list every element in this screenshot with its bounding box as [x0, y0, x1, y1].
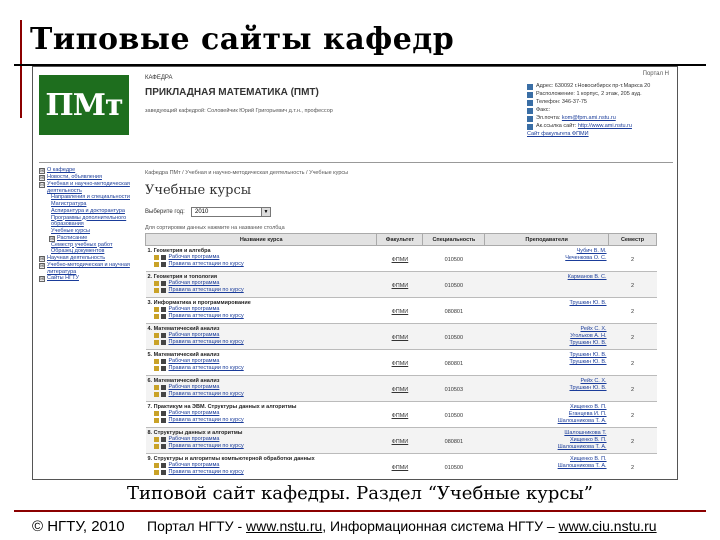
- course-cell: [146, 298, 377, 324]
- semester-value: 2: [609, 272, 657, 298]
- col-specialty[interactable]: Специальность: [423, 234, 485, 246]
- document-icon: [161, 366, 166, 371]
- specialty-code: 010500: [423, 454, 485, 480]
- document-icon: [161, 255, 166, 260]
- sidebar-item-about[interactable]: ⊞ О кафедре: [40, 167, 76, 174]
- sidebar-nav: [39, 167, 137, 282]
- course-name: 1. Геометрия и алгебра: [147, 248, 211, 254]
- teacher-link[interactable]: Трушкин Ю. В.: [569, 339, 607, 346]
- folder-icon: [154, 307, 159, 312]
- teacher-link[interactable]: Рейх С. Х.: [580, 326, 607, 332]
- rules-link[interactable]: Правила аттестации по курсу: [148, 313, 375, 320]
- globe-icon: [527, 124, 533, 130]
- program-link[interactable]: Рабочая программа: [148, 306, 375, 313]
- semester-value: 2: [609, 402, 657, 428]
- email-link[interactable]: kom@fpm.ami.nstu.ru: [561, 115, 616, 121]
- expand-icon[interactable]: ⊞: [50, 235, 55, 242]
- program-link[interactable]: Рабочая программа: [148, 410, 375, 417]
- semester-value: 2: [609, 454, 657, 480]
- slide-caption: Типовой сайт кафедры. Раздел “Учебные курсы”: [127, 483, 593, 504]
- teacher-link[interactable]: Хищенко В. П.: [569, 404, 607, 410]
- teacher-link[interactable]: Трушкин Ю. В.: [569, 352, 607, 358]
- teacher-link[interactable]: Шалошникова Т. А.: [557, 443, 607, 450]
- sidebar-subitem-courses[interactable]: Учебные курсы: [51, 227, 91, 234]
- faculty-link[interactable]: ФПМИ: [377, 402, 423, 428]
- teacher-link[interactable]: Трушкин Ю. В.: [569, 300, 607, 306]
- teachers-cell: [485, 350, 609, 376]
- teachers-cell: [485, 402, 609, 428]
- course-cell: [146, 350, 377, 376]
- teacher-link[interactable]: Трушкин Ю. В.: [569, 358, 607, 365]
- course-name: 7. Практикум на ЭВМ. Структуры данных и алгоритмы: [147, 404, 297, 410]
- course-name: 4. Математический анализ: [147, 326, 220, 332]
- document-icon: [161, 392, 166, 397]
- footer-link-nstu[interactable]: www.nstu.ru: [246, 518, 323, 534]
- table-row: [146, 298, 657, 324]
- program-link[interactable]: Рабочая программа: [148, 358, 375, 365]
- teacher-link[interactable]: Шалошникова Т.: [564, 430, 607, 436]
- course-cell: [146, 376, 377, 402]
- teacher-link[interactable]: Шалошникова Т. А.: [557, 462, 607, 469]
- teacher-link[interactable]: Угольков А. Н.: [570, 332, 607, 339]
- header-divider: [39, 162, 673, 163]
- specialty-code: 010500: [423, 402, 485, 428]
- rules-link[interactable]: Правила аттестации по курсу: [148, 365, 375, 372]
- col-semester[interactable]: Семестр: [609, 234, 657, 246]
- table-header-row: [146, 234, 657, 246]
- table-row: [146, 324, 657, 350]
- document-icon: [161, 333, 166, 338]
- col-teachers[interactable]: Преподаватели: [485, 234, 609, 246]
- chevron-down-icon[interactable]: ▼: [261, 208, 270, 216]
- footer-link-ciu[interactable]: www.ciu.nstu.ru: [558, 518, 657, 534]
- teacher-link[interactable]: Еганцева И. П.: [568, 410, 607, 417]
- sidebar-item-news[interactable]: ⊞ Новости, объявления: [40, 174, 102, 181]
- rules-link[interactable]: Правила аттестации по курсу: [148, 391, 375, 398]
- teacher-link[interactable]: Чеченкова О. С.: [565, 254, 607, 261]
- folder-icon: [154, 340, 159, 345]
- year-value: 2010: [195, 209, 209, 215]
- breadcrumb: Кафедра ПМт / Учебная и научно-методическая деятельность / Учебные курсы: [145, 170, 349, 176]
- sidebar-subitem[interactable]: Образец документов: [51, 248, 105, 255]
- course-name: 2. Геометрия и топология: [147, 274, 218, 280]
- document-icon: [161, 307, 166, 312]
- sidebar-subitem[interactable]: Программы дополнительного образования: [51, 214, 127, 228]
- mail-icon: [527, 116, 533, 122]
- contact-email: Эл.почта: kom@fpm.ami.nstu.ru: [527, 115, 675, 122]
- contact-location: Расположение: 1 корпус, 2 этаж, 205 ауд.: [527, 91, 675, 98]
- folder-icon: [154, 418, 159, 423]
- sidebar-item-sites[interactable]: ⊞ Сайты НГТУ: [40, 275, 79, 283]
- table-row: [146, 454, 657, 480]
- teachers-cell: [485, 454, 609, 480]
- program-link[interactable]: Рабочая программа: [148, 462, 375, 469]
- portal-link[interactable]: Портал Н: [642, 71, 669, 77]
- page-title: Учебные курсы: [145, 183, 252, 198]
- document-icon: [161, 463, 166, 468]
- specialty-code: 080801: [423, 298, 485, 324]
- teacher-link[interactable]: Хищенко В. П.: [569, 456, 607, 462]
- rules-link[interactable]: Правила аттестации по курсу: [148, 443, 375, 450]
- document-icon: [161, 359, 166, 364]
- specialty-code: 010500: [423, 246, 485, 272]
- document-icon: [161, 288, 166, 293]
- teacher-link[interactable]: Шалошникова Т. А.: [557, 417, 607, 424]
- document-icon: [161, 437, 166, 442]
- contact-fax: Факс:: [527, 107, 675, 114]
- contact-phone: Телефон: 346-37-75: [527, 99, 675, 106]
- sidebar-subitem[interactable]: Аспирантура и докторантура: [51, 207, 125, 214]
- site-screenshot: [32, 66, 678, 480]
- document-icon: [161, 262, 166, 267]
- faculty-link[interactable]: ФПМИ: [377, 324, 423, 350]
- program-link[interactable]: Рабочая программа: [148, 254, 375, 261]
- document-icon: [161, 444, 166, 449]
- course-name: 8. Структуры данных и алгоритмы: [147, 430, 243, 436]
- sidebar-subitem[interactable]: Семестр учебных работ: [51, 241, 113, 248]
- folder-icon: [154, 385, 159, 390]
- course-cell: [146, 324, 377, 350]
- year-label: Выберите год:: [145, 209, 185, 215]
- course-cell: [146, 428, 377, 454]
- sidebar-item-literature[interactable]: ⊞ Учебно-методическая и научная литература: [40, 262, 130, 275]
- table-row: [146, 376, 657, 402]
- courses-table: [145, 233, 657, 480]
- teacher-link[interactable]: Карманов В. С.: [567, 274, 607, 280]
- table-row: [146, 428, 657, 454]
- table-row: [146, 272, 657, 298]
- teachers-cell: [485, 246, 609, 272]
- specialty-code: 010503: [423, 376, 485, 402]
- contact-faculty: [527, 131, 675, 137]
- footer-links: Портал НГТУ - www.nstu.ru, Информационная система НГТУ – www.ciu.nstu.ru: [147, 518, 657, 534]
- folder-icon: [154, 366, 159, 371]
- program-link[interactable]: Рабочая программа: [148, 332, 375, 339]
- folder-icon: [154, 392, 159, 397]
- semester-value: 2: [609, 298, 657, 324]
- sidebar-item-science[interactable]: ⊞ Научная деятельность: [40, 255, 106, 263]
- dept-label: КАФЕДРА: [145, 75, 173, 81]
- contact-site: Ак.ссылка сайт: http://www.ami.nstu.ru: [527, 123, 675, 130]
- faculty-link[interactable]: ФПМИ: [377, 428, 423, 454]
- folder-icon: [154, 333, 159, 338]
- folder-icon: [154, 288, 159, 293]
- sort-hint: Для сортировки данных нажмите на название столбца: [145, 225, 285, 231]
- table-body: [146, 246, 657, 480]
- course-cell: [146, 246, 377, 272]
- document-icon: [161, 411, 166, 416]
- slide-title: Типовые сайты кафедр: [30, 22, 455, 57]
- teacher-link[interactable]: Рейх С. Х.: [580, 378, 607, 384]
- course-name: 3. Информатика и программирование: [147, 300, 251, 306]
- faculty-link[interactable]: ФПМИ: [377, 454, 423, 480]
- contact-address: Адрес: 630092 г.Новосибирск пр-т.Маркса 20: [527, 83, 675, 90]
- teachers-cell: [485, 324, 609, 350]
- folder-icon: [154, 463, 159, 468]
- fax-icon: [527, 108, 533, 114]
- folder-icon: [154, 444, 159, 449]
- folder-icon: [154, 255, 159, 260]
- semester-value: 2: [609, 428, 657, 454]
- faculty-link[interactable]: ФПМИ: [377, 350, 423, 376]
- teachers-cell: [485, 428, 609, 454]
- course-name: 6. Математический анализ: [147, 378, 220, 384]
- rules-link[interactable]: Правила аттестации по курсу: [148, 339, 375, 346]
- dept-title: ПРИКЛАДНАЯ МАТЕМАТИКА (ПМТ): [145, 87, 319, 98]
- course-name: 9. Структуры и алгоритмы компьютерной обработки данных: [147, 456, 315, 462]
- faculty-link[interactable]: ФПМИ: [377, 298, 423, 324]
- folder-icon: [154, 470, 159, 475]
- document-icon: [161, 418, 166, 423]
- folder-icon: [154, 437, 159, 442]
- faculty-link[interactable]: ФПМИ: [377, 272, 423, 298]
- collapse-icon[interactable]: ⊟: [40, 182, 45, 188]
- table-row: [146, 402, 657, 428]
- teacher-link[interactable]: Хищенко В. П.: [569, 436, 607, 443]
- course-name: 5. Математический анализ: [147, 352, 220, 358]
- semester-value: 2: [609, 324, 657, 350]
- specialty-code: 080801: [423, 350, 485, 376]
- expand-icon[interactable]: ⊞: [40, 263, 45, 270]
- col-course-name[interactable]: Название курса: [146, 234, 377, 246]
- sidebar-subitem[interactable]: Направления и специальности: [51, 194, 130, 201]
- folder-icon: [154, 411, 159, 416]
- document-icon: [161, 314, 166, 319]
- expand-icon[interactable]: ⊞: [40, 276, 45, 283]
- document-icon: [161, 281, 166, 286]
- dept-head: заведующий кафедрой: Соловейчик Юрий Григорьевич д.т.н., профессор: [145, 108, 333, 114]
- rules-link[interactable]: Правила аттестации по курсу: [148, 469, 375, 476]
- folder-icon: [154, 314, 159, 319]
- teacher-link[interactable]: Чубич В. М.: [576, 248, 607, 254]
- faculty-link[interactable]: ФПМИ: [377, 376, 423, 402]
- expand-icon[interactable]: ⊞: [40, 168, 45, 174]
- expand-icon[interactable]: ⊞: [40, 175, 45, 181]
- sidebar-item-education[interactable]: ⊟ Учебная и научно-методическая деятельность: [40, 181, 130, 194]
- program-link[interactable]: Рабочая программа: [148, 436, 375, 443]
- sidebar-item-schedule[interactable]: ⊞ Расписание: [50, 234, 88, 242]
- year-select[interactable]: [191, 207, 271, 217]
- document-icon: [161, 385, 166, 390]
- building-icon: [527, 92, 533, 98]
- teachers-cell: [485, 376, 609, 402]
- rules-link[interactable]: Правила аттестации по курсу: [148, 417, 375, 424]
- logo-text: ПМт: [45, 87, 123, 123]
- site-link[interactable]: http://www.ami.nstu.ru: [577, 123, 632, 129]
- expand-icon[interactable]: ⊞: [40, 256, 45, 263]
- col-faculty[interactable]: Факультет: [377, 234, 423, 246]
- folder-icon: [154, 359, 159, 364]
- semester-value: 2: [609, 376, 657, 402]
- faculty-link[interactable]: ФПМИ: [377, 246, 423, 272]
- semester-value: 2: [609, 350, 657, 376]
- home-icon: [527, 84, 533, 90]
- course-cell: [146, 454, 377, 480]
- faculty-site-link[interactable]: Сайт факультета ФПМИ: [527, 131, 589, 137]
- program-link[interactable]: Рабочая программа: [148, 280, 375, 287]
- teacher-link[interactable]: Трушкин Ю. В.: [569, 384, 607, 391]
- table-row: [146, 350, 657, 376]
- rules-link[interactable]: Правила аттестации по курсу: [148, 287, 375, 294]
- folder-icon: [154, 262, 159, 267]
- specialty-code: 080801: [423, 428, 485, 454]
- specialty-code: 010500: [423, 272, 485, 298]
- document-icon: [161, 340, 166, 345]
- course-cell: [146, 402, 377, 428]
- program-link[interactable]: Рабочая программа: [148, 384, 375, 391]
- department-logo[interactable]: [39, 75, 129, 135]
- sidebar-subitem[interactable]: Магистратура: [51, 201, 87, 208]
- specialty-code: 010500: [423, 324, 485, 350]
- table-row: [146, 246, 657, 272]
- phone-icon: [527, 100, 533, 106]
- slide-bottom-rule: [14, 510, 706, 512]
- teachers-cell: [485, 298, 609, 324]
- folder-icon: [154, 281, 159, 286]
- contacts-block: [527, 83, 675, 138]
- teachers-cell: [485, 272, 609, 298]
- semester-value: 2: [609, 246, 657, 272]
- rules-link[interactable]: Правила аттестации по курсу: [148, 261, 375, 268]
- slide-left-rule: [20, 20, 22, 118]
- course-cell: [146, 272, 377, 298]
- document-icon: [161, 470, 166, 475]
- footer-copyright: © НГТУ, 2010: [32, 518, 125, 535]
